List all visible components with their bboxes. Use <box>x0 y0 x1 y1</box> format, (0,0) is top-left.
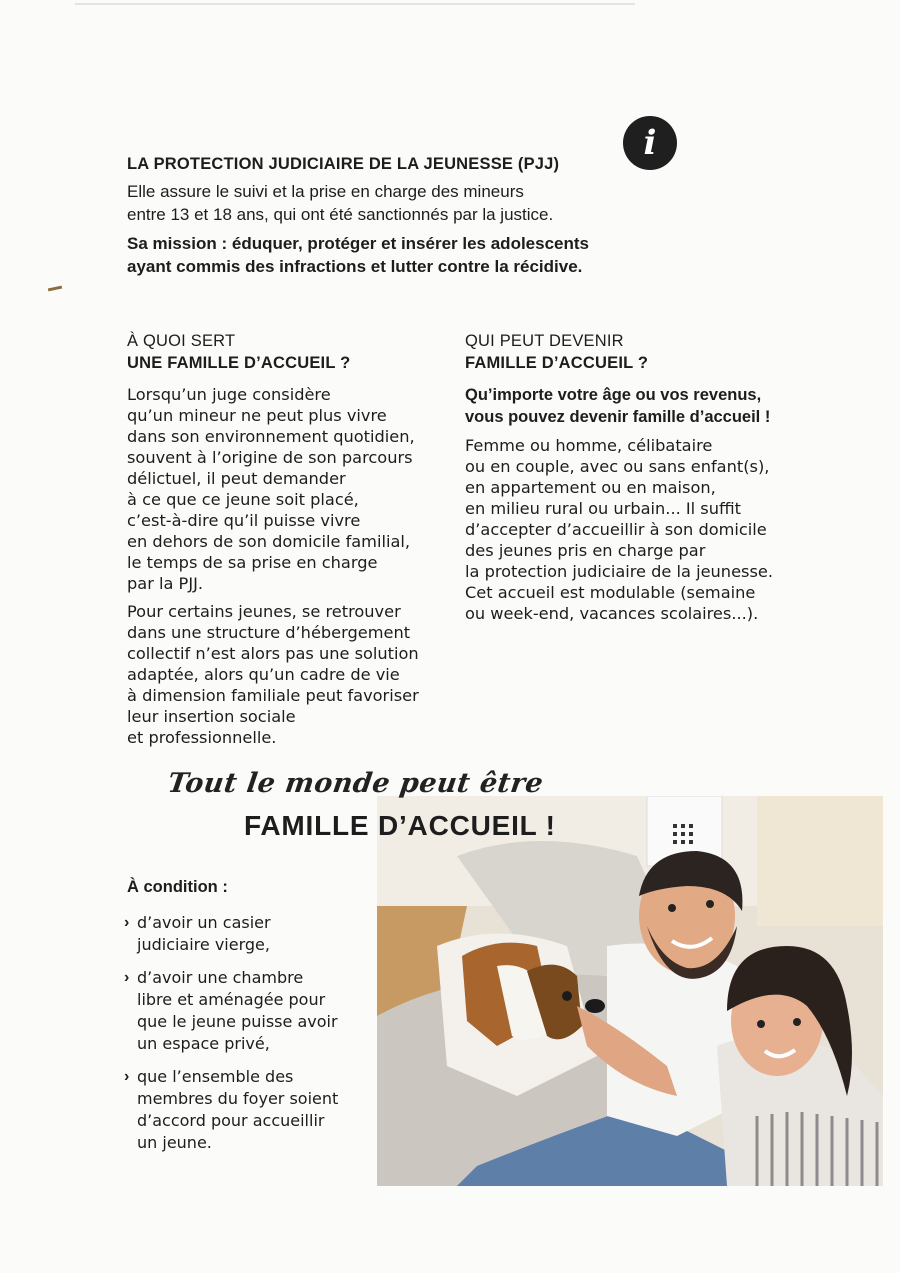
pjj-description: Elle assure le suivi et la prise en charge des mineurs entre 13 et 18 ans, qui ont été sanctionnés par la justice. <box>127 182 554 224</box>
pjj-mission: Sa mission : éduquer, protéger et insérer les adolescents ayant commis des infractions et lutter contre la récidive. <box>127 234 589 276</box>
chevron-right-icon: › <box>124 1068 130 1085</box>
family-with-dog-photo <box>377 796 883 1186</box>
chevron-right-icon: › <box>124 914 130 931</box>
condition-item: › d’avoir une chambre libre et aménagée pour que le jeune puisse avoir un espace privé, <box>124 968 338 1053</box>
right-lead: Qu’importe votre âge ou vos revenus, vous pouvez devenir famille d’accueil ! <box>465 386 771 426</box>
chevron-right-icon: › <box>124 969 130 986</box>
pjj-section <box>127 153 687 278</box>
right-column <box>465 330 795 624</box>
photo-illustration <box>377 796 883 1186</box>
right-paragraph: Femme ou homme, célibataire ou en couple, avec ou sans enfant(s), en appartement ou en maison, en milieu rural ou urbain... Il suffit d’accepter d’accueillir à son domicile des jeunes pris en charge par la protection judiciaire de la jeunesse. Cet accueil est modulable (semaine ou week-end, vacances scolaires...). <box>465 436 773 623</box>
banner-script-line: Tout le monde peut être <box>165 768 546 799</box>
left-column <box>127 330 447 748</box>
conditions-list <box>124 912 364 1165</box>
conditions-title: À condition : <box>127 878 228 896</box>
info-icon: i <box>623 116 677 170</box>
right-column-title: QUI PEUT DEVENIR FAMILLE D’ACCUEIL ? <box>465 332 649 372</box>
left-column-title: À QUOI SERT UNE FAMILLE D’ACCUEIL ? <box>127 332 351 372</box>
condition-item: › que l’ensemble des membres du foyer soient d’accord pour accueillir un jeune. <box>124 1067 339 1152</box>
condition-item: › d’avoir un casier judiciaire vierge, <box>124 913 271 954</box>
left-paragraph-2: Pour certains jeunes, se retrouver dans une structure d’hébergement collectif n’est alors pas une solution adaptée, alors qu’un cadre de vie à dimension familiale peut favoriser leur insertion sociale et professionnelle. <box>127 602 419 747</box>
left-paragraph-1: Lorsqu’un juge considère qu’un mineur ne peut plus vivre dans son environnement quotidien, souvent à l’origine de son parcours délictuel, il peut demander à ce que ce jeune soit placé, c’est-à-dire qu’il puisse vivre en dehors de son domicile familial, le temps de sa prise en charge par la PJJ. <box>127 385 415 593</box>
pjj-title: LA PROTECTION JUDICIAIRE DE LA JEUNESSE (PJJ) <box>127 155 560 173</box>
banner-title: FAMILLE D’ACCUEIL ! <box>244 810 556 841</box>
scan-artifact-line <box>75 3 635 5</box>
scan-smudge <box>48 286 62 292</box>
